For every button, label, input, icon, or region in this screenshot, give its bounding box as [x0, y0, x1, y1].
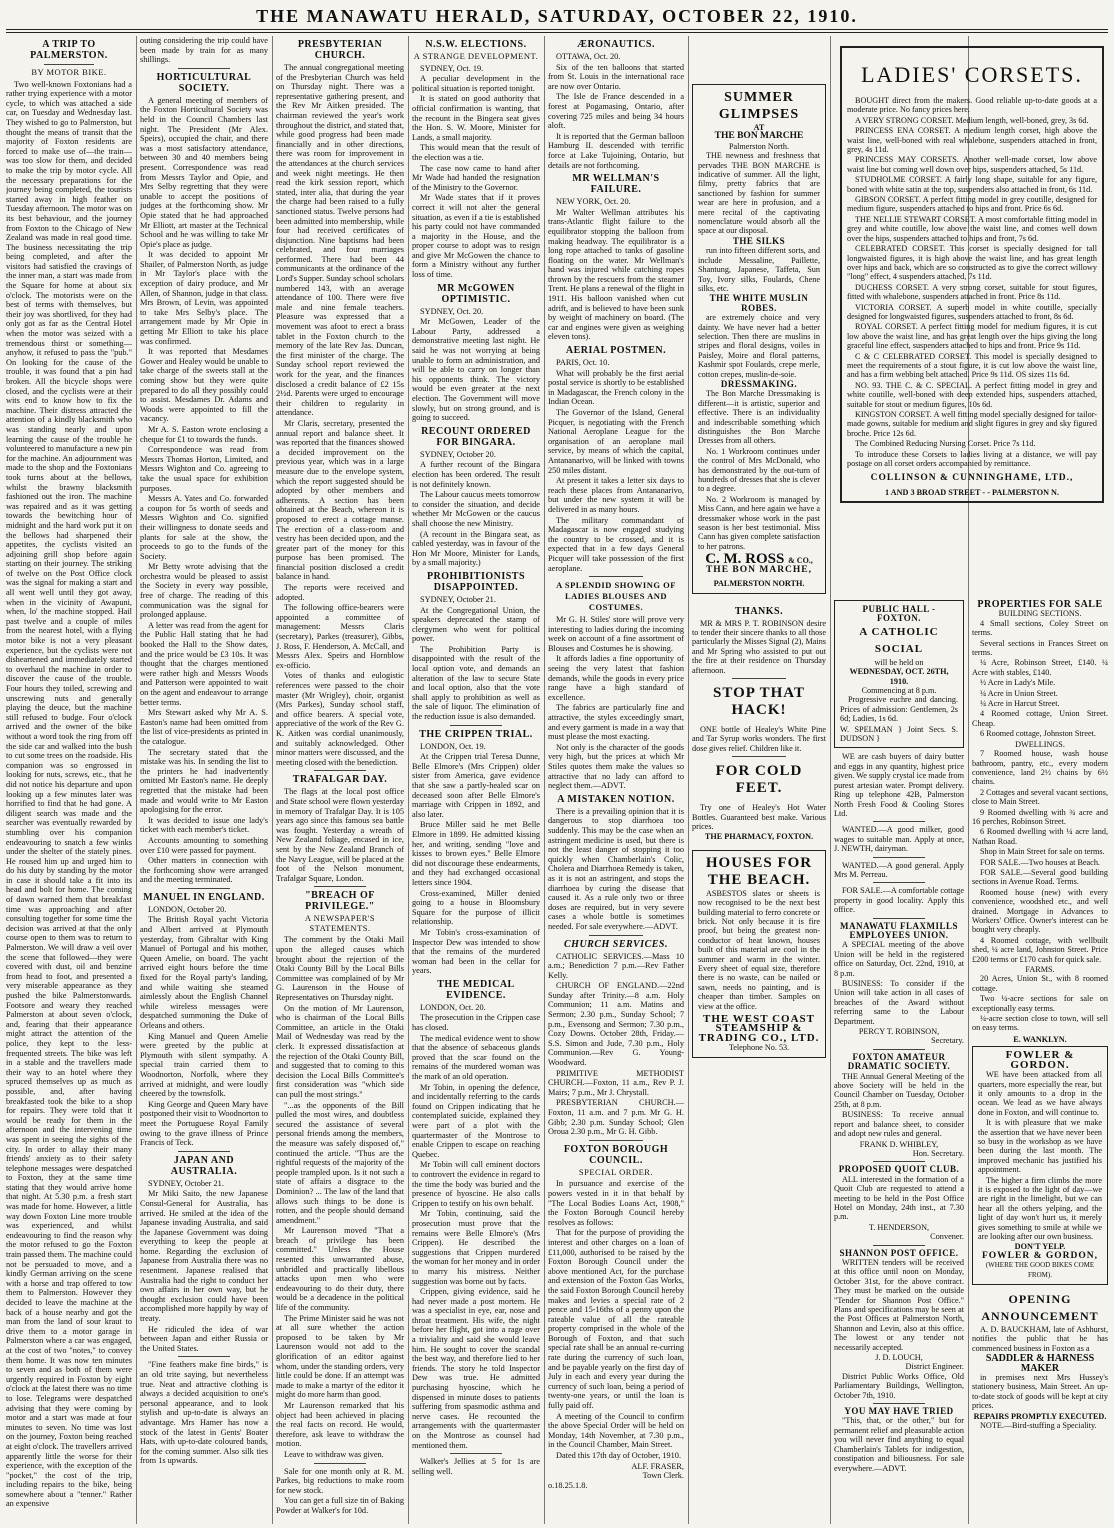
signature: FRANK D. WHIBLEY, — [859, 1139, 939, 1149]
stop-hack-title: STOP THAT HACK! — [713, 684, 805, 718]
footer-code: o.18.25.1.8. — [548, 1480, 588, 1490]
separator — [873, 1161, 925, 1162]
separator — [589, 576, 643, 577]
paragraph: This would mean that the result of the election was a tie. — [412, 143, 540, 162]
headline-church: CHURCH SERVICES. — [564, 938, 668, 950]
column-4 — [412, 36, 540, 1524]
ad-text: Commencing at 8 p.m. — [861, 686, 937, 696]
properties-subhead: BUILDING SECTIONS. — [998, 609, 1082, 619]
paragraph: You can get a full size tin of Baking Powder at Walker's for 10d. — [276, 1496, 404, 1515]
corsets-ad — [840, 46, 1104, 503]
ad-title: HOUSES FOR THE BEACH. — [705, 854, 813, 888]
paragraph: Votes of thanks and eulogistic references were passed to the choir master (Mr Wrigley), choir, organist (Mrs Parkes), Sunday school staff, and office bearers. A special vote, appreciative of the work of the Rev G. K. Aitken was cordial unanimously, and suitably acknowledged. Other minor matters were discussed, and the meeting closed with the benediction. — [276, 671, 404, 767]
paragraph: The Isle de France descended in a forest at Pogamasing, Ontario, after covering 725 miles and being 34 hours aloft. — [548, 92, 684, 131]
corset-item: ROYAL CORSET. A perfect fitting model for medium figures, it is cut low above the waist line, and has great length over the hips giving the long graceful line effect, suspenders attached to hips and front. Price 9s 11d. — [847, 322, 1097, 351]
properties-list — [972, 619, 1108, 739]
ad-body: ASBESTOS slates or sheets is now recognised to be the next best building material to ferro concrete or brick. Not only because it is fire proof, but being the greatest non-conductor of heat known, houses built of this material are cool in the summer and warm in the winter. Every sheet of equal size, therefore there is no waste, can be nailed or sawn, needs no painting, and is cheaper than timber. Samples on view at the office. — [698, 888, 820, 1011]
ad-firm: FOWLER & GORDON, — [981, 1250, 1098, 1261]
paragraph: It was decided to appoint Mr Shailer, of Palmerston North, as judge in Mr Taylor's place with the exception of dairy produce, and Mr Allen, of Shannon, judge in that class. Mrs Brown, of Levin, was appointed to take Mrs Selby's place. The arrangement made by Mr Opie in getting Mr Elliott to take his place was confirmed. — [140, 250, 268, 346]
property-item: Shop in Main Street for sale on terms. — [980, 847, 1105, 857]
separator — [589, 935, 643, 936]
ad-title: PUBLIC HALL - FOXTON. — [862, 604, 936, 624]
paragraph: Mr G. H. Stiles' store will prove very interesting to ladies during the incoming week on account of a fine assortment of Blouses and Costumes he is showing. — [548, 615, 684, 653]
paragraph: Mr Walter Wellman attributes his trans-Atlantic flight failure to the equilibrator stopping the balloon from making headway. The equilibrator is a long rope attached to tanks of gasoline floating on the water. Mr Wellman's hand was injured while catching ropes thrown by the rescuers from the steamer Trent. He plans a renewal of the flight in 1911. His balloon vanished when cut adrift, and is believed to have been sunk by weight of machinery on board. (The car and engines were given as weighing eleven tons). — [548, 207, 684, 342]
ad-title: SUMMER — [724, 90, 794, 105]
paragraph: Six of the ten balloons that started from St. Louis in the international race are now over Ontario. — [548, 62, 684, 91]
headline-nsw: N.S.W. ELECTIONS. — [425, 39, 527, 50]
properties-list — [972, 974, 1108, 1032]
paragraph: Mr Betty wrote advising that the orchestra would be pleased to assist the Society in every way possible, free of charge. The reading of this communication was the signal for prolonged applause. — [140, 562, 268, 620]
paragraph: A meeting of the Council to confirm the above Special Order will be held on Monday, 14th November, at 7.30 p.m., in the Council Chamber, Main Street. — [548, 1411, 684, 1450]
paragraph: Other matters in connection with the forthcoming show were arranged and the meeting terminated. — [140, 856, 268, 885]
paragraph: Mr Claris, secretary, presented the annual report and balance sheet. It was reported that the finances showed a decided improvement on the previous year, which was in a large measure due to the envelope system, which the report suggested should be adopted by other members and adherents. A section has been obtained at the Beach, whereon it is proposed to erect a cottage manse. The erection of a class-room and vestry has been decided upon, and the greater part of the money for this purpose has been promised. The financial position disclosed a credit balance in hand. — [276, 418, 404, 582]
paragraph: It was reported that Mesdames Gower and Healey would be unable to take charge of the sweets stall at the coming show but they were quite prepared to do all they possibly could to assist. Mesdames Dr. Adams and Woods were appointed to fill the vacancy. — [140, 347, 268, 424]
subhead: A STRANGE DEVELOPMENT. — [413, 51, 539, 61]
masthead-title: THE MANAWATU HERALD, SATURDAY, OCTOBER 22, 1910. — [256, 6, 858, 26]
headline-prohibitionists: PROHIBITIONISTS DISAPPOINTED. — [426, 570, 526, 593]
headline-horticultural: HORTICULTURAL SOCIETY. — [156, 71, 252, 94]
paragraph: The annual congregational meeting of the Presbyterian Church was held on Thursday night. There was a representative gathering present, and the Rev Mr Aitken presided. The chairman reviewed the year's work throughout the district, and stated that, while good progress had been made financially and in other directions, there was room for improvement in the attendances at the church services and week night meetings. He then read the kirk session report, which stated, inter alia, that during the year the charge had been raised to a fully sanctioned status. Twelve persons had been admitted into membership, while four had received certificates of disjunction. Nine baptisms had been celebrated, and four marriages performed. There had been 44 communicants at the ordinance of the Lord's Supper. Sunday school scholars numbered 143, with an average attendance of 100. There were five male and nine female teachers. Pleasure was expressed that a movement was afoot to erect a brass tablet in the Foxton church to the memory of the late Rev Jas. Duncan, the first minister of the charge. The Sunday school report reviewed the work for the year, and the finances disclosed a credit balance of £2 15s 2½d. Parents were urged to encourage their children to regularity in attendance. — [276, 63, 404, 418]
paragraph: On the motion of Mr Laurenson, who is chairman of the Local Bills Committee, an article in the Otaki Mail of Wednesday was read by the clerk. It expressed dissatisfaction at the rejection of the Otaki County Bill, and suggested that to coming to this decision the Local Bills Committee's first consideration was "which side can pull the most strings." — [276, 1003, 404, 1099]
headline-mistaken: A MISTAKEN NOTION. — [557, 793, 675, 805]
wanted-general-ad: WANTED.—A good general. Apply Mrs M. Perreau. — [834, 860, 964, 879]
dateline: SYDNEY, Oct. 20. — [420, 306, 484, 316]
paragraph: It affords ladies a fine opportunity of seeing the very latest that fashion demands, while the goods in every price range have a high standard of excellence. — [548, 654, 684, 702]
ad-text: Palmerston North. — [728, 141, 790, 151]
headline-wellman: MR WELLMAN'S FAILURE. — [572, 173, 660, 196]
ad-title: GLIMPSES — [718, 107, 800, 122]
ad-body: To introduce these Corsets to ladies living at a distance, we will pay postage on all corset orders accompanied by remittance. — [847, 449, 1097, 469]
headline-recount: RECOUNT ORDERED FOR BINGARA. — [421, 425, 531, 448]
opening-note: NOTE.—Bird-stuffing a Speciality. — [980, 1421, 1097, 1431]
tried-title: YOU MAY HAVE TRIED — [844, 1406, 954, 1417]
separator — [178, 68, 229, 69]
paragraph: At the Crippen trial Teresa Dunne, Belle Elmore's (Mrs Crippen) older sister from America, gave evidence that she saw a partly-healed scar on deceased soon after Belle Elmore's marriage with Crippen in 1892, and also later. — [412, 752, 540, 819]
paragraph: King Manuel and Queen Amelie were greeted by the public at Plymouth with silent sympathy. A special train carried them to Woodnorton, Norfolk, where they arrived at midnight, and were loudly cheered by the townsfolk. — [140, 1031, 268, 1099]
headline-aeronautics: ÆRONAUTICS. — [576, 39, 655, 50]
separator — [873, 1403, 925, 1404]
paragraph: Mr Tobin, in opening the defence, and incidentally referring to the cards found on Crippen indicating that he contemplated suicide, explained they were part of a plot with the quartermaster of the Montrose to enable Crippen to escape on reaching Quebec. — [412, 1082, 540, 1159]
paragraph: Mr Laurenson remarked that his object had been achieved in placing the real facts on record. He would, therefore, ask leave to withdraw the motion. — [276, 1400, 404, 1449]
paragraph: CHURCH OF ENGLAND.—22nd Sunday after Trinity.—8 a.m. Holy Communion; 11 a.m. Matins and Sermon; 2.30 p.m., Sunday School; 7 p.m., Evensong and Sermon; 7.30 p.m., Cozy Downs. October 28th, Friday.—S.S. Simon and Jude, 7.30 p.m., Holy Communion.—Rev G. Young-Woodward. — [548, 981, 684, 1068]
column-rule — [688, 36, 689, 1524]
ad-firm-line: THE BON MARCHE, — [705, 564, 813, 575]
separator — [873, 1049, 925, 1050]
ad-body: The higher a firm climbs the more it is exposed to the light of day—we are right in the limelight, but we can hear all the others yelping, and the light of day won't hurt us, it merely gives something to smile at while we are looking after our own business. — [978, 1175, 1102, 1241]
paragraph: At the Congregational Union, the speakers deprecated the stamp of clergymen who went for political power. — [412, 605, 540, 644]
paragraph: The Labour caucus meets tomorrow to consider the situation, and decide whether Mr McGowen or the caucus shall choose the new Ministry. — [412, 490, 540, 528]
column-2 — [140, 36, 268, 1524]
opening-repairs: REPAIRS PROMPTLY EXECUTED. — [973, 1411, 1107, 1421]
paragraph: Mr McGowen, Leader of the Labour Party, addressed a demonstrative meeting last night. He said he was not worrying at being unable to form an administration, and will be able to carry on longer than his opponents think. The victory would be even greater at the next election. The Government will move slowly, but on strong ground, and is going to succeed. — [412, 317, 540, 423]
headline-medical: THE MEDICAL EVIDENCE. — [437, 978, 515, 1001]
paragraph: Dated this 17th day of October, 1910. — [556, 1451, 682, 1460]
properties-signature: E. WANKLYN. — [1013, 1034, 1067, 1044]
property-item: 7 Roomed house, wash house bathroom, pantry, etc., every modern convenience, land 2½ chains by 6½ chains. — [972, 749, 1108, 787]
paragraph: Sale for one month only at R. M. Parkes, big reductions to make room for new stock. — [276, 1466, 404, 1495]
headline-blouses: A SPLENDID SHOWING OF LADIES BLOUSES AND COSTUMES. — [556, 580, 676, 613]
headline-privilege: "BREACH OF PRIVILEGE." — [305, 890, 375, 913]
separator — [873, 882, 925, 883]
ad-body: THE newness and freshness that pervades THE BON MARCHE is indicative of summer. All the light, filmy, pretty fabrics that are sanctioned by fashion for summer wear are here in profusion, and a mere recital of the captivating nomenclature would absorb all the space at our disposal. — [698, 151, 820, 236]
paragraph: The Governor of the Island, General Picquer, is negotiating with the French National Aeroplane League for the organisation of an aeroplane mail service, by means of which the capital, Antananarivo, will be linked with towns 250 miles distant. — [548, 408, 684, 475]
paragraph: Mr Laurenson moved "That a breach of privilege has been committed." Unless the House resented this unwarranted abuse, unbridled and practically libellous attacks upon men who were endeavouring to do their duty, there would be a decadence in the political life of the community. — [276, 1226, 404, 1313]
dateline: SYDNEY, October 21. — [148, 1178, 224, 1188]
paragraph: Mr A. S. Easton wrote enclosing a cheque for £1 to towards the funds. — [140, 424, 268, 444]
separator — [314, 1463, 365, 1464]
paragraph: "...as the opponents of the Bill pulled the most wires, and doubtless secured the assistance of several personal friends among the members, the measure was safely disposed of," continued the article. "Thus are the rightful requests of the majority of the people trampled upon. Is it not such a state of affairs a disgrace to the Dominion? ... The law of the land that allows such things to be done is rotten, and the people should demand amendment." — [276, 1100, 404, 1225]
paragraph: Not only is the character of the goods very high, but the prices at which Mr Stiles quotes them make the values so attractive that no lady can afford to neglect them.—ADVT. — [548, 742, 684, 791]
paragraph: Messrs A. Yates and Co. forwarded a coupon for 5s worth of seeds and Messrs Wighton and Co. signified their willingness to donate seeds and plants for sale at the show, the proceeds to go to the funds of the Society. — [140, 494, 268, 561]
subhead: SPECIAL ORDER. — [578, 1166, 654, 1177]
dateline: LONDON, Oct. 20. — [420, 1002, 486, 1012]
ad-body: WE have been attacked from all quarters, more especially the rear, but it only amounts to a drop in the ocean. We lead as we have always done in Foxton, and will continue to. — [978, 1070, 1102, 1117]
ad-firm-line: PALMERSTON NORTH. — [713, 579, 805, 589]
dateline: SYDNEY, October 20. — [420, 449, 496, 459]
bon-marche-ad — [692, 84, 826, 594]
wanted-milker-ad: WANTED.—A good milker, good wages to suitable man. Apply at once, J. NEWTH, dairyman. — [834, 825, 964, 854]
quoit-body: ALL interested in the formation of a Quoit Club are requested to attend a meeting to be held in the Post Office Hotel on Monday, 24th inst., at 7.30 p.m. — [834, 1174, 964, 1222]
ad-body: run into fifteen different sorts, and include Messaline, Paillette, Shantung, Japanese, Taffeta, Sun Toy, Ivory silks, Foulards, Chene silks, etc. — [698, 246, 820, 293]
corset-item: C & C CELEBRATED CORSET. This model is specially designed to meet the requirements of a stout figure, it is cut low above the waist line, and has a firm webbing belt attached. Price 9s 11d. OS sizes 11s 6d. — [847, 351, 1097, 380]
separator — [873, 821, 925, 822]
dateline: SYDNEY, October 21. — [420, 594, 496, 604]
separator — [732, 678, 786, 679]
signature-title: District Engineer. — [905, 1362, 964, 1372]
signature-title: Convener. — [930, 1232, 964, 1242]
signature: PERCY T. ROBINSON, — [858, 1027, 940, 1037]
property-item: 4 Roomed cottage, Union Street. Cheap. — [972, 709, 1108, 728]
property-item: ¼-acre section close to town, will sell on easy terms. — [972, 1014, 1108, 1033]
signature-title: Secretary. — [931, 1036, 964, 1046]
signature: J. D. LOUCH, — [875, 1353, 923, 1363]
column-7 — [834, 600, 964, 1524]
column-6 — [692, 36, 826, 1524]
separator — [178, 1356, 229, 1357]
flaxmills-title: MANAWATU FLAXMILLS EMPLOYEES UNION. — [839, 920, 959, 940]
separator — [873, 918, 925, 919]
paragraph: The following office-bearers were appointed a committee of management: Messrs Claris (secretary), Parkes (treasurer), Gibbs, J. Ross, F. Henderson, A. McCall, and Messrs Alex. Speirs and Hornblow ex-officio. — [276, 603, 404, 670]
paragraph: Cross-examined, Miller denied going to a house in Bloomsbury Square for the purpose of illicit relationship. — [412, 888, 540, 927]
corset-item: THE NELLIE STEWART CORSET. A most comfortable fitting model in grey and white coutille, low above the waist line, and comes well down over the hips, suspenders attached to hips and front, 7s 6d. — [847, 214, 1097, 243]
property-item: ¼ Acre in Union Street. — [980, 688, 1058, 698]
property-item: ½ Acre in Lady's Mile. — [980, 678, 1056, 688]
ad-subhead: DRESSMAKING. — [720, 378, 798, 389]
paragraph: The Prime Minister said he was not at all sure whether the action proposed to be taken by Mr Laurenson would not add to the glorification of an editor against whom, under the standing orders, very little could be done. If an attempt was made to make a martyr of the editor it might do more harm than good. — [276, 1313, 404, 1400]
ad-body: BOUGHT direct from the makers. Good reliable up-to-date goods at a moderate price. No fancy prices here. — [847, 96, 1097, 115]
paragraph: That for the purpose of providing the interest and other charges on a loan of £11,000, authorised to be raised by the Foxton Borough Council under the above mentioned Act, for the purchase and extension of the Foxton Gas Works, the said Foxton Borough Council hereby makes and levies a special rate of 2 pence and 15-16ths of a penny upon the rateable value of all the rateable property comprised in the whole of the Borough of Foxton, and that such special rate shall be an annual re-curring rate during the currency of such loan, and be payable yearly on the first day of July in each and every year during the currency of such loan, being a period of twenty-one years, or until the loan is fully paid off. — [548, 1228, 684, 1411]
paragraph: The prosecution in the Crippen case has closed. — [412, 1013, 540, 1033]
property-item: 6 Roomed cottage, Johnston Street. — [980, 729, 1096, 739]
column-3 — [276, 36, 404, 1524]
flaxmills-body: BUSINESS: To consider if the Union will take action in all cases of breaches of the Award without referring same to the Labour Department. — [834, 979, 964, 1026]
property-item: FOR SALE.—Several good building sections in Avenue Road. Terms. — [972, 867, 1108, 887]
paragraph: It was decided to issue one lady's ticket with each member's ticket. — [140, 815, 268, 835]
property-item: Two ¼-acre sections for sale on exceptionally easy terms. — [972, 994, 1108, 1013]
headline-borough: FOXTON BOROUGH COUNCIL. — [563, 1143, 669, 1166]
dateline: PARIS, Oct. 10. — [556, 358, 610, 368]
signature: T. HENDERSON, — [868, 1222, 930, 1232]
headline-manuel: MANUEL IN ENGLAND. — [143, 891, 265, 903]
cash-buyers-ad: WE are cash buyers of dairy butter and eggs in any quantity, highest price given. We supply crystal ice made from purest artesian water. Prompt delivery. Ring up telephone 42B, Palmerston North Fresh Food & Cooling Stores Ltd. — [834, 752, 964, 818]
corset-item: PRINCESS MAY CORSETS. Another well-made corset, low above waist line but coming well down over hips, suspenders attached, 5s 11d. — [847, 155, 1097, 174]
paragraph: It is stated on good authority that official confirmation is wanting, that the recount in the Bingera seat gives the Hon. S. W. Moore, Minister for Lands, a small majority. — [412, 94, 540, 142]
ad-phone: Telephone No. 53. — [728, 1043, 790, 1053]
cold-feet-body: Try one of Healey's Hot Water Bottles. Guaranteed best make. Various prices. — [692, 803, 826, 831]
properties-title: PROPERTIES FOR SALE — [977, 600, 1103, 610]
column-rule — [830, 36, 831, 1524]
stop-hack-body: ONE bottle of Healey's White Pine and Tar Syrup works wonders. The first dose gives relief. Children like it. — [692, 724, 826, 753]
property-item: 4 Roomed cottage, with wellbuilt shed, ¼ acre land, Johnston Street. Price £200 terms or £170 cash for quick sale. — [972, 935, 1108, 964]
subhead-motor-bike: BY MOTOR BIKE. — [31, 67, 107, 77]
property-item: 6 Roomed dwelling with ¼ acre land, Nathan Road. — [972, 827, 1108, 846]
column-1 — [6, 36, 132, 1524]
opening-body: A. D. BAUCKHAM, late of Ashhurst, notifies the public that he has commenced business in Foxton as a — [972, 1325, 1108, 1353]
separator — [178, 1151, 229, 1152]
paragraph: The flags at the local post office and State school were flown yesterday in memory of Trafalgar Day. It is 105 years ago since this famous sea battle was fought. Yesterday a wreath of New Zealand foliage, encased in ice, sent by the New Zealand Branch of the Navy League, will be placed at the foot of the Nelson monument, Trafalgar Square, London. — [276, 787, 404, 883]
headline-aerial-postmen: AERIAL POSTMEN. — [565, 345, 667, 357]
paragraph: A letter was read from the agent for the Public Hall stating that he had booked the Hall to the Show dates, and the price would be £3 10s. It was thought that the charges mentioned were rather high and Messrs Woods and Patterson were appointed to wait on the agent and endeavour to arrange better terms. — [140, 620, 268, 707]
tried-body: "This, that, or the other," but for permanent relief and pleasurable action you will never find anything to equal Chamberlain's Tablets for indigestion, constipation and biliousness. For sale everywhere.—ADVT. — [834, 1416, 964, 1473]
paragraph: Mr Wade states that if it proves correct it will not alter the general situation, as even if a tie is established his party could not have commanded a majority in the House, and the proper course to adopt was to resign and give Mr McGowen the chance to form a Ministry without any further loss of time. — [412, 193, 540, 280]
separator — [873, 857, 925, 858]
ad-firm-co: & CO., — [788, 556, 813, 566]
ad-text: AT — [753, 123, 765, 132]
dateline: SYDNEY, Oct. 19. — [420, 63, 484, 73]
headline-mcgowen: MR McGOWEN OPTIMISTIC. — [437, 282, 515, 305]
paragraph: What will probably be the first aerial postal service is shortly to be established in Madagascar, the French colony in the Indian Ocean. — [548, 368, 684, 407]
paragraph: The case now came to hand after Mr Wade had handed the resignation of the Ministry to the Governor. — [412, 163, 540, 192]
ad-firm: THE WEST COAST — [702, 1013, 816, 1026]
paragraph: The reports were received and adopted. — [276, 583, 404, 602]
opening-trade: SADDLER & HARNESS MAKER — [985, 1353, 1095, 1374]
article-trip-body: Two well-known Foxtonians had a rather trying experience with a motor cycle, to which was attached a side car, on Tuesday and Wednesday last. They wished to go to Palmerston, but thought the means of transit that the majority of Foxton residents are forced to make use of—the train—was too slow for them, and decided to make the trip by motor cycle. All the necessary preparations for the journey being completed, the tourists started away in high feather on Tuesday afternoon. The motor was on its best behaviour, and the journey from Foxton to the Chicago of New Zealand was made in real good time. The business necessitating the trip being completed, and after the visitors had satisfied the cravings of the inner man, a start was made from the Square for home at about six o'clock. The motorists were on the best of terms with themselves, but their joy was shortlived, for they had only got as far as the Central Hotel when the motor was seized with a tremendous thirst or something—anyhow, it refused to pass the "pub." On looking for the cause of the trouble, it was found that a pin had broken. All the bicycle shops were closed, and the cyclists were at their wits end to know how to fix the machine. Their distress attracted the attention of a kindly blacksmith who was standing nearly and upon learning the cause of the trouble he volunteered to manufacture a new pin for the machine. An adjournment was made to the shop and the Foxtonians took turns about at the bellows, whilst the brawny blacksmith fashioned out the iron. The machine was repaired and as it was getting towards the bewitching hour of midnight and the hard work put it on the bellows had sharpened their appetites, the cyclists visited an adjoining grill shop before again starting on their journey. The striking of twelve on the Post Office clock was the signal for making a start and all went well until they got away, when in the vicinity of Awapuni, when, lo' the machine stopped. Hail past twelve and a couple of miles from the nearest hotel, with a flying motor bike is not a very pleasant experience, but the cyclists were not disheartened and immediately started to overhaul the machine in order to discover the cause of the trouble. Four hours they toiled, screwing and unscrewing nuts and generally playing the deuce, but the machine still refused to budge. Four o'clock arrived and the owner of the bike without a word took the ring from off the side car and walked into the bush to cut some trees on the roadside. His companion was so engrossed in looking for nuts, screws, etc., that he did not notice his departure and upon looking up a few minutes later was horrified to find that he had gone. A diligent search was made and the searcher was eventually rewarded by stumbling over his companion endeavouring to snatch a few winks under the shelter of the stately pines. He roused him up and urged him to do his duty by standing by the motor in case it should take a fit into its head and bolt for home. The coming of dawn warned them that breakfast time was approaching and after consulting together for some time the decision was arrived at that the only course open to them was to return to Palmerston. We will draw a veil over the scene that followed—they were covered with dust, oil and benzine from head to foot, and presented a very miserable appearance as they pushed the bike Palmerstonwards. Footsore and weary they reached Palmerston at about seven o'clock, and, fearing that their appearance might attract the attention of the police, they kept to the less-frequented streets. The bike was left in a stable and the travellers made their way to an hotel where they spruced themselves up as much as possible, and, after having breakfasted took the bike to a shop for repairs. They were told that it would be ready for them in the afternoon and the intervening time was spent in seeing the sights of the city. In order to allay their many friends' anxiety as to their safety telephone messages were despatched to Foxton, they at the same time stating that they would arrive home that night. At 5.30 p.m. a fresh start was made for home. However, a little way down Foxton Line more trouble was experienced, and whilst endeavouring to find the reason why the motor refused to go the Foxton train passed them. The machine could not be persuaded to move, and a kindly German arriving on the scene with a horse and trap offered to tow them to Palmerston. However they decided to leave the machine at the back of a house nearby and got the man from the land of sour kraut to drive them to a motor garage in Palmerston where a car was engaged, at the cost of two "notes," to convey them home. It was now ten minutes to seven and as both of them were urgently required in Foxton by eight o'clock at the latest there was no time to lose. Telegrams were despatched advising that they were coming by motor and a start was made at four minutes to seven. No time was lost on the journey, Foxton being reached at eight o'clock. The travellers arrived apparently little the worse for their experience, with the exception of the "pocket," the cost of the trip, including repairs to the bike, being somewhere about a "tenner." Rather an expensive — [6, 79, 132, 1509]
corset-item: NO. 93. THE C. & C. SPECIAL. A perfect fitting model in grey and white coutille, well-boned with deep extended hips, suspenders attached, suitable for stout or medium figures, 10s 6d. — [847, 380, 1097, 409]
ad-body: The Bon Marche Dressmaking is different—it is artistic, superior and effective. There is an individuality and indescribable something which distinguishes the Bon Marche Dresses from all others. — [698, 389, 820, 446]
column-rule — [408, 36, 409, 1524]
paragraph: A general meeting of members of the Foxton Horticultural Society was held in the Council Chambers last night. The President (Mr Alex. Speirs), occupied the chair, and there was a most satisfactory attendance, between 30 and 40 members being present. Correspondence was read from Messrs Taylor and Opie, and Mrs Selby regretting that they were unable to accept the positions of judges at the forthcoming show. Mr Opie stated that he had approached Mr Elliott, art master at the Technical School and he was willing to take Mr Opie's place as judge. — [140, 95, 268, 249]
corset-item: DUCHESS CORSET. A very strong corset, suitable for stout figures, fitted with whalebone, suspenders attached in front. Price 8s 11d. — [847, 282, 1097, 302]
ad-body: are extremely choice and very dainty. We have never had a better selection. Then there are muslins in stripes and floral designs, voiles in Paisley, Moire and floral patterns, Kashmir spot Foulards, crepe merle, cotton crepes, muslin-de-soie. — [698, 313, 820, 379]
corset-item: PRINCESS ENA CORSET. A medium length corset, high above the waist line, well-boned with real whalebone, suspenders attached in front, grey, 4s 11d. — [847, 126, 1097, 155]
paragraph: A further recount of the Bingara election has been ordered. The result is not definitely known. — [412, 460, 540, 489]
column-rule — [272, 36, 273, 1524]
paragraph: CATHOLIC SERVICES.—Mass 10 a.m.; Benediction 7 p.m.—Rev Father Kelly. — [548, 951, 684, 980]
masthead-rule — [6, 29, 1108, 33]
property-item: ¼ Acre in Harcut Street. — [980, 699, 1060, 709]
headline-japan: JAPAN AND AUSTRALIA. — [170, 1154, 238, 1177]
property-item: Roomed house (new) with every convenience, woodshed etc., and well drained. Mortgage in Advances to Workers' Office. Owner's interest can be bought very cheaply. — [972, 887, 1108, 935]
dateline: LONDON, Oct. 19. — [420, 741, 486, 751]
properties-subhead: FARMS. — [1025, 965, 1055, 975]
ad-address: 1 AND 3 BROAD STREET - - PALMERSTON N. — [884, 487, 1059, 497]
fowler-gordon-ad — [972, 1046, 1108, 1285]
column-rule — [136, 36, 137, 1524]
thanks-body: MR & MRS P. T. ROBINSON desire to tender their sincere thanks to all those particularly the Misses Signal (2), Mains and Mr Spring who assisted to put out the fire at their residence on Thursday afternoon. — [692, 618, 826, 675]
column-8 — [972, 600, 1108, 1524]
catholic-social-ad — [834, 600, 964, 748]
flaxmills-body: A SPECIAL meeting of the above Union will be held in the registered office on Saturday, Oct. 22nd, 1910, at 8 p.m. — [834, 940, 964, 978]
paragraph: The British Royal yacht Victoria and Albert arrived at Plymouth yesterday, from Gibraltar with King Manuel of Portugal and his mother, Queen Amelie, on board. The yacht arrived eight hours before the time fixed for the Royal party's landing, and while waiting she steamed aimlessly about the English Channel while wireless messages were despatched summoning the Duke of Orleans and others. — [140, 915, 268, 1030]
separator — [873, 1245, 925, 1246]
property-item: 2 Cottages and several vacant sections, close to Main Street. — [972, 787, 1108, 807]
paragraph: Mr Miki Saito, the new Japanese Consul-General for Australia, has arrived. He smiled at the idea of the Japanese invading Australia, and said the Japanese Government was doing everything to keep the people at home. Regarding the exclusion of Japanese from Australia there was no resentment. Japanese realised that Australia had the right to conduct her own affairs in her own way, but he thought exclusion could have been accomplished more happily by way of treaty. — [140, 1189, 268, 1324]
paragraph: Bruce Miller said he met Belle Elmore in 1899. He admitted kissing her, and writing, sending "love and kisses to brown eyes." Belle Elmore did not discourage these endearments, and they had exchanged occasional letters since 1904. — [412, 820, 540, 887]
quoit-title: PROPOSED QUOIT CLUB. — [838, 1164, 960, 1175]
paragraph: Mr Tobin, continuing, said the prosecution must prove that the remains were Belle Elmore's (Mrs Crippen). He described the suggestions that Crippen murdered the woman for her money and in order to marry his mistress. Neither suggestion was borne out by facts. — [412, 1209, 540, 1286]
corset-item: GIBSON CORSET. A perfect fitting model in grey coutille, designed for medium figure, suspenders attached to hips and front. Price 6s 6d. — [847, 195, 1097, 214]
separator — [178, 888, 229, 889]
signature: ALF. FRASER, — [631, 1461, 684, 1471]
paragraph: Mr Tobin's cross-examination of Inspector Dew was intended to show that the remains of the murdered woman had been in the cellar for years. — [412, 927, 540, 976]
corsets-region — [834, 36, 1108, 596]
ad-subhead: THE WHITE MUSLIN ROBES. — [709, 293, 809, 313]
property-item: ¼ Acre, Robinson Street, £140. ¼ Acre with stables, £140. — [972, 658, 1108, 677]
shannon-title: SHANNON POST OFFICE. — [839, 1247, 959, 1258]
paragraph: In pursuance and exercise of the powers vested in it in that behalf by "The Local Bodies Loans Act, 1908," the Foxton Borough Council hereby resolves as follows: — [548, 1179, 684, 1227]
ad-body: It is with pleasure that we make the assertion that we have never been so busy in the workshop as we have been during the last month. The improved mechanic has justified his appointment. — [978, 1118, 1102, 1175]
cold-feet-title: FOR COLD FEET. — [715, 763, 803, 797]
ad-firm: STEAMSHIP & TRADING CO., LTD. — [698, 1022, 820, 1044]
paragraph: Accounts amounting to something over £10 were passed for payment. — [140, 835, 268, 855]
ad-text: DON'T YELP. — [1014, 1242, 1066, 1252]
ad-signature: W. SPELMAN } Joint Secs. S. DUDSON } — [840, 724, 958, 744]
corset-item: STUDHOLME CORSET. A fairly long shape, suitable for any figure, boned with white satin at the top, suspenders also attached in front, 6s 11d. — [847, 175, 1097, 194]
pharmacy-name: THE PHARMACY, FOXTON. — [704, 832, 814, 842]
paragraph: Walker's Jellies at 5 for 1s are selling well. — [412, 1457, 540, 1476]
shannon-body: WRITTEN tenders will be received at this office until noon on Monday, October 31st, for the above contract. They must be marked on the outside "Tender for Shannon Post Office." Plans and specifications may be seen at the Post Offices at Palmerston North, Shannon and Levin, also at this office. The lowest or any tender not necessarily accepted. — [834, 1257, 964, 1352]
subhead: A NEWSPAPER'S STATEMENTS. — [304, 913, 376, 933]
paragraph: The secretary stated that the mistake was his. In sending the list to the printers he had inadvertently omitted Mr Easton's name. He deeply regretted that the mistake had been made and would write to Mr Easton apologising for the error. — [140, 747, 268, 815]
paragraph: Correspondence was read from Messrs Thomas Horton, Limited, and Messrs Wighton and Co. agreeing to take the usual space for exhibition purposes. — [140, 445, 268, 493]
separator — [314, 886, 365, 887]
paragraph: There is a prevailing opinion that it is dangerous to stop diarrhoea too suddenly. This may be the case when an astringent medicine is used, but there is not the least danger of stopping it too quickly when Chamberlain's Colic, Cholera and Diarrhoea Remedy is taken, as it is not an astringent, and stops the diarrhoea by curing the disease that caused it. As a rule only two or three doses are required, but in very severe cases a whole bottle is sometimes needed. For sale everywhere.—ADVT. — [548, 806, 684, 931]
ad-subhead: THE SILKS — [732, 235, 786, 246]
ad-text: will be held on — [874, 657, 924, 667]
dramatic-title: FOXTON AMATEUR DRAMATIC SOCIETY. — [847, 1051, 951, 1072]
ad-title: FOWLER & GORDON. — [1005, 1049, 1075, 1071]
paragraph: Crippen, giving evidence, said he had never made a post mortem. He was a specialist in eye, ear, nose and throat treatment. His wife, the night before her flight, got into a rage over a triviality and said she would leave him. He sought to cover the scandal the best way, and therefore lied to her friends. The story he told Inspector Dew was true. He admitted purchasing hyoscine, which he dispensed in minute doses to patients suffering from spasmodic asthma and nerve cases. He recounted the arrangements with the quartermaster on the Montrose as counsel had mentioned them. — [412, 1287, 540, 1450]
paragraph: Mr Tobin will call eminent doctors to controvert the evidence in regard to the time the body was buried and the presence of hyoscine. He also calls Crippen to testify on his own behalf. — [412, 1160, 540, 1208]
paragraph: "Fine feathers make fine birds," is an old trite saying, but nevertheless true. Neat and attractive clothing is always a decided acquisition to one's personal appearance, and to look stylish and up-to-date is always an advantage. Mrs Hamer has now a stock of the latest in Gents' Boater Hats, with up-to-date coloured bands, for the coming summer. Also silk ties from 1s upwards. — [140, 1360, 268, 1466]
dateline: NEW YORK, Oct. 20. — [556, 197, 631, 207]
paragraph: The fabrics are particularly fine and attractive, the styles exceedingly smart, and every garment is made in a way that must please the most exacting. — [548, 703, 684, 742]
opening-title: OPENING — [1008, 1292, 1072, 1307]
dateline: LONDON, October 20. — [148, 904, 227, 914]
property-item: 9 Roomed dwelling with ¾ acre and 16 perches, Robinson Street. — [972, 807, 1108, 826]
ad-body: No. 1 Workroom continues under the control of Mrs McDonald, who has demonstrated by the out-turn of hundreds of dresses that she is clever to a degree. — [698, 446, 820, 494]
paragraph: At present it takes a letter six days to reach these places from Antananarivo, but under the new system it will be delivered in as many hours. — [548, 476, 684, 514]
thanks-title: THANKS. — [734, 605, 784, 617]
property-item: Several sections in Frances Street on terms. — [972, 638, 1108, 658]
separator — [44, 64, 94, 65]
ad-title: A CATHOLIC SOCIAL — [859, 625, 939, 655]
headline-presbyterian: PRESBYTERIAN CHURCH. — [297, 39, 383, 61]
column-5 — [548, 36, 684, 1524]
ad-firm-name: C. M. ROSS — [705, 551, 785, 568]
opening-title: ANNOUNCEMENT — [981, 1309, 1099, 1324]
headline-crippen: THE CRIPPEN TRIAL. — [419, 728, 533, 740]
paragraph: The Prohibition Party is disappointed with the result of the local option vote, and demands an alteration of the law to secure State and local option, also that the vote shall apply to prohibition as well as the sale of liquor. The elimination of the reduction issue is also demanded. — [412, 644, 540, 722]
corset-list — [847, 116, 1097, 449]
ad-title: LADIES' CORSETS. — [861, 62, 1083, 87]
dramatic-body: THE Annual General Meeting of the above Society will be held in the Council Chamber on Tuesday, October 25th, at 8 p.m. — [834, 1071, 964, 1109]
ad-firm: COLLINSON & CUNNINGHAME, LTD., — [870, 473, 1074, 484]
headline-trafalgar: TRAFALGAR DAY. — [292, 774, 388, 786]
corset-item: A VERY STRONG CORSET. Medium length, well-boned, grey, 3s 6d. — [855, 115, 1089, 125]
corset-item: The Combined Reducing Nursing Corset. Price 7s 11d. — [855, 439, 1036, 449]
for-sale-ad: FOR SALE.—A comfortable cottage property in good locality. Apply this office. — [834, 886, 964, 915]
paragraph: PRESBYTERIAN CHURCH.—Foxton, 11 a.m. and 7 p.m. Mr G. H. Gibb; 2.30 p.m. Sunday School; Glen Oroua 2.30 p.m., Mr G. H. Gibb. — [548, 1098, 684, 1137]
property-item: 4 Small sections, Coley Street on terms. — [972, 618, 1108, 638]
property-item: 20 Acres, Union St., with 8 roomed cottage. — [972, 974, 1108, 993]
ad-body: Progressive euchre and dancing. Prices of admission: Gentlemen, 2s 6d; Ladies, 1s 6d. — [840, 695, 958, 724]
paragraph: The medical evidence went to show that the absence of sebaceous glands proved that the scar found on the remains of the murdered woman was the mark of an old operation. — [412, 1033, 540, 1082]
paragraph: King George and Queen Mary have postponed their visit to Woodnorton to meet the Portuguese Royal Family owing to the grave illness of Prince Francis of Teck. — [140, 1099, 268, 1148]
ad-text: WEDNESDAY, OCT. 26TH, 1910. — [849, 667, 949, 686]
ad-note: (WHERE THE GOOD BIKES COME FROM). — [985, 1261, 1095, 1279]
paragraph: The comment by the Otaki Mail upon the alleged causes which brought about the rejection of the Otaki County Bill by the Local Bills Committee was complained of by Mr G. Laurenson in the House of Representatives on Thursday night. — [276, 935, 404, 1003]
properties-list — [972, 749, 1108, 964]
shannon-footer: District Public Works Office, Old Parliamentary Buildings, Wellington, October 7th, 1910. — [834, 1371, 964, 1400]
properties-subhead: DWELLINGS. — [1015, 739, 1065, 749]
paragraph: (A recount in the Bingara seat, as cabled yesterday, was in favour of the Hon Mr Moore, Minister for Lands, by a small majority.) — [412, 529, 540, 568]
corset-item: KINGSTON CORSET. A well fitting model specially designed for tailor-made gowns, suitable for medium and slight figures in grey and sky figured broche. Price 12s 6d. — [847, 410, 1097, 438]
opening-body: in premises next Mrs Hussey's stationery business, Main Street. An up-to-date stock of goods will be kept at city prices. — [972, 1373, 1108, 1411]
separator — [450, 725, 501, 726]
corset-item: CELEBRATED CORSET. This corset is specially designed for tall longwaisted figures, it is high above the waist line, and has great length over hips and back, which are so constructed as to give the correct willowy "long" effect, 4 suspenders attached, 7s 11d. — [847, 244, 1097, 282]
paragraph: outing considering the trip could have been made by train for as many shillings. — [140, 36, 268, 65]
separator — [450, 1453, 501, 1454]
separator — [314, 770, 365, 771]
property-item: FOR SALE.—Two houses at Beach. — [980, 857, 1100, 867]
separator — [732, 756, 786, 757]
column-rule — [544, 36, 545, 1524]
paragraph: It is reported that the German balloon Hamburg II. descended with terrific force at Lake Tujoining, Ontario, but details are not forthcoming. — [548, 131, 684, 170]
paragraph: Mrs Stewart asked why Mr A. S. Easton's name had been omitted from the list of vice-presidents as printed in the catalogue. — [140, 708, 268, 746]
dateline: OTTAWA, Oct. 20. — [556, 52, 621, 61]
dramatic-body: BUSINESS: To receive annual report and balance sheet, to consider and adopt new rules and general. — [834, 1110, 964, 1139]
beach-houses-ad — [692, 850, 826, 1058]
signature-title: Town Clerk. — [642, 1471, 684, 1481]
paragraph: Leave to withdraw was given. — [284, 1449, 384, 1459]
paragraph: The military commandant of Madagascar is now engaged studying the country to be crossed, and it is expected that in a few days General Picquer will take possession of the first aeroplane. — [548, 515, 684, 573]
paragraph: He ridiculed the idea of war between Japan and either Russia or the United States. — [140, 1324, 268, 1353]
paragraph: PRIMITIVE METHODIST CHURCH.—Foxton, 11 a.m., Rev P. J. Mairs; 7 p.m., Mr J. Chrystall. — [548, 1068, 684, 1097]
corset-item: VICTORIA CORSET. A superb model in white coutille, specially designed for longwaisted figures, suspenders attached to front, 8s 6d. — [847, 302, 1097, 321]
ad-body: No. 2 Workroom is managed by Miss Cann, and here again we have a dressmaker whose work in the past season is her best testimonial. Miss Cann has given complete satisfaction to her patrons. — [698, 494, 820, 551]
headline-trip: A TRIP TO PALMERSTON. — [30, 39, 108, 61]
paragraph: A peculiar development in the political situation is reported tonight. — [412, 74, 540, 93]
separator — [589, 1140, 643, 1141]
signature-title: Hon. Secretary. — [912, 1148, 964, 1158]
ad-text: THE BON MARCHE — [714, 131, 804, 142]
